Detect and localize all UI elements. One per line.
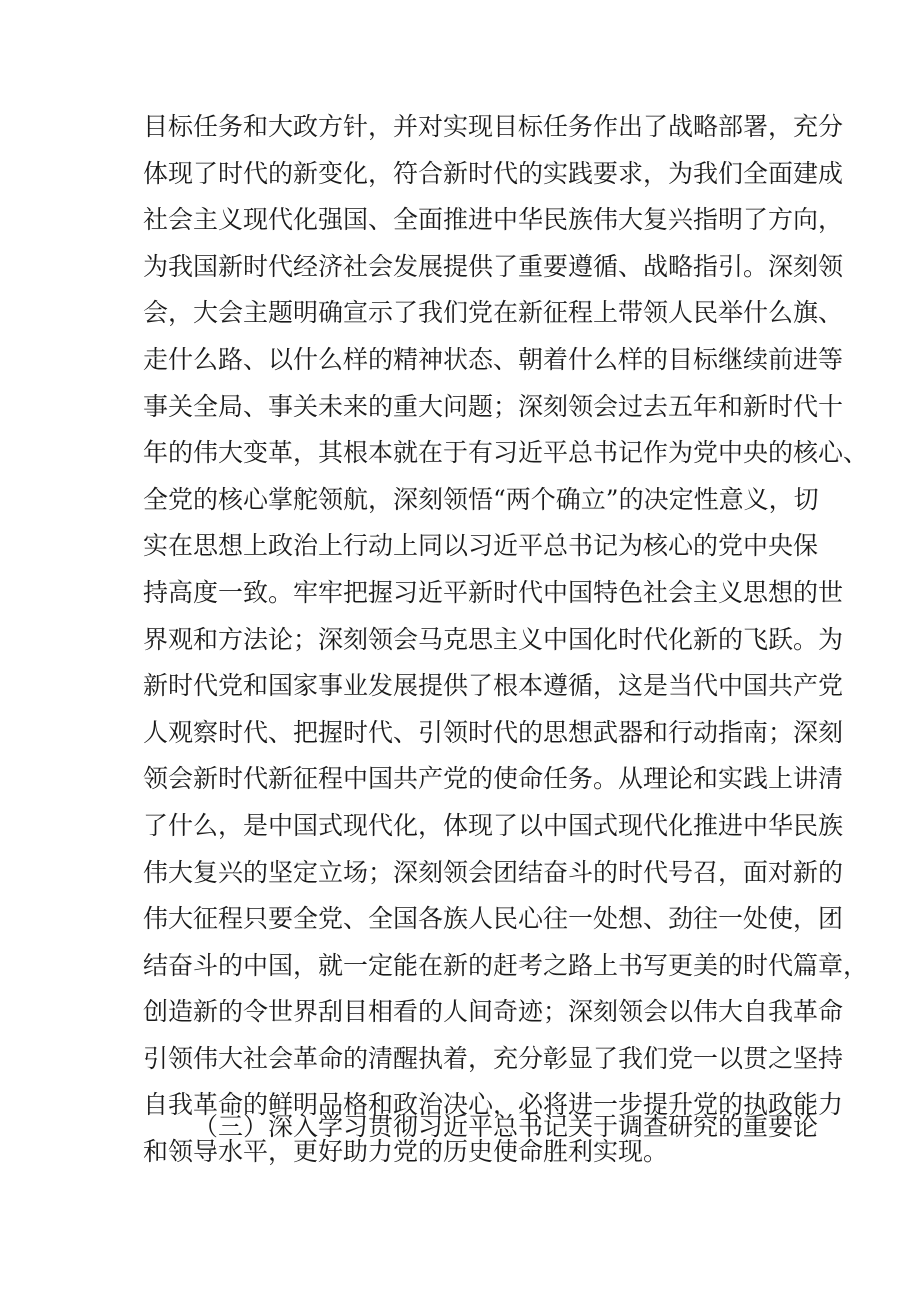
- paragraph-line: 事关全局、事关未来的重大问题；深刻领会过去五年和新时代十: [143, 391, 844, 421]
- paragraph-line: 目标任务和大政方针，并对实现目标任务作出了战略部署，充分: [143, 112, 844, 141]
- paragraph-line: 自我革命的鲜明品格和政治决心，必将进一步提升党的执政能力: [143, 1090, 844, 1120]
- paragraph-line: 结奋斗的中国，就一定能在新的赶考之路上书写更美的时代篇章，: [143, 950, 869, 980]
- paragraph-line: 创造新的令世界刮目相看的人间奇迹；深刻领会以伟大自我革命: [143, 997, 844, 1027]
- paragraph-line: 引领伟大社会革命的清醒执着，充分彰显了我们党一以贯之坚持: [143, 1043, 844, 1073]
- paragraph-line: 伟大复兴的坚定立场；深刻领会团结奋斗的时代号召，面对新的: [143, 857, 844, 887]
- paragraph-line: 人观察时代、把握时代、引领时代的思想武器和行动指南；深刻: [143, 717, 844, 747]
- section-heading: （三）深入学习贯彻习近平总书记关于调查研究的重要论: [193, 1112, 819, 1141]
- paragraph-line: 界观和方法论；深刻领会马克思主义中国化时代化新的飞跃。为: [143, 624, 844, 654]
- paragraph-line: 持高度一致。牢牢把握习近平新时代中国特色社会主义思想的世: [143, 577, 844, 607]
- paragraph-line: 年的伟大变革，其根本就在于有习近平总书记作为党中央的核心、: [143, 438, 869, 468]
- paragraph-line: 会，大会主题明确宣示了我们党在新征程上带领人民举什么旗、: [143, 298, 844, 328]
- body-paragraph: [143, 104, 869, 1176]
- paragraph-line: 走什么路、以什么样的精神状态、朝着什么样的目标继续前进等: [143, 344, 844, 374]
- paragraph-line: 为我国新时代经济社会发展提供了重要遵循、战略指引。深刻领: [143, 251, 844, 281]
- paragraph-line: 领会新时代新征程中国共产党的使命任务。从理论和实践上讲清: [143, 764, 844, 794]
- paragraph-line-last: 和领导水平，更好助力党的历史使命胜利实现。: [143, 1137, 669, 1167]
- paragraph-line: 实在思想上政治上行动上同以习近平总书记为核心的党中央保: [143, 531, 819, 561]
- paragraph-line: 全党的核心掌舵领航，深刻领悟“两个确立”的决定性意义，切: [143, 484, 819, 514]
- paragraph-line: 了什么，是中国式现代化，体现了以中国式现代化推进中华民族: [143, 810, 844, 840]
- paragraph-line: 新时代党和国家事业发展提供了根本遵循，这是当代中国共产党: [143, 671, 844, 701]
- paragraph-line: 伟大征程只要全党、全国各族人民心往一处想、劲往一处使，团: [143, 904, 844, 934]
- paragraph-line: 社会主义现代化强国、全面推进中华民族伟大复兴指明了方向，: [143, 205, 844, 235]
- paragraph-line: 体现了时代的新变化，符合新时代的实践要求，为我们全面建成: [143, 158, 844, 188]
